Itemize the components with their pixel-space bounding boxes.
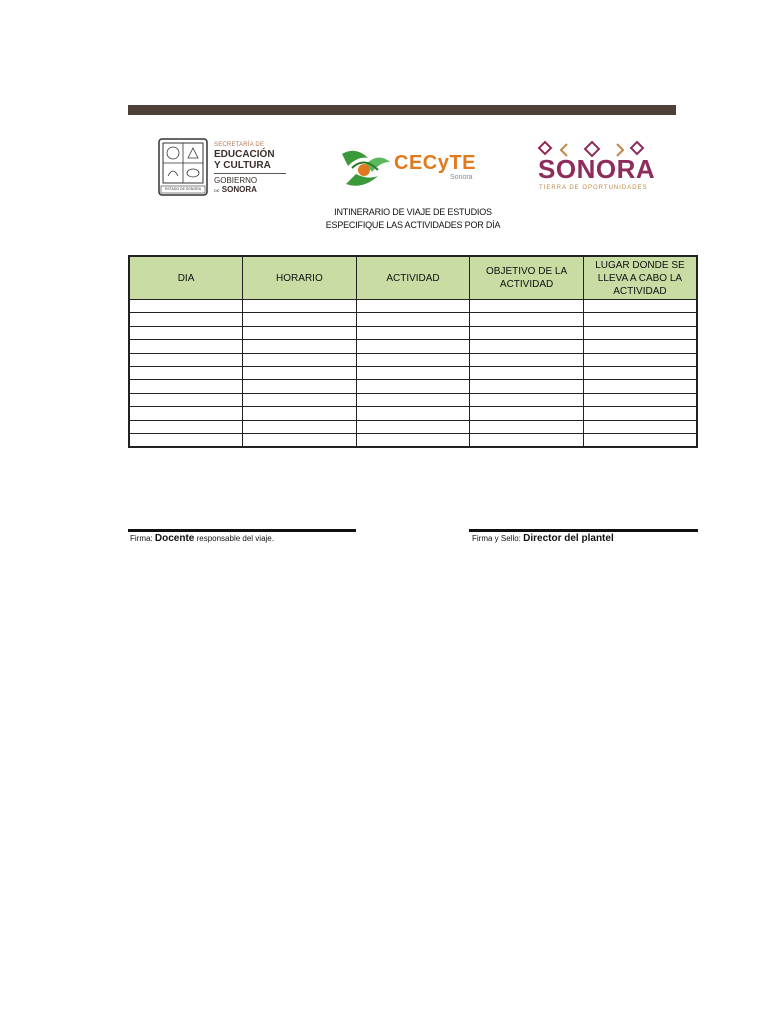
sig-left-role: Docente: [154, 533, 195, 544]
table-row: [129, 353, 697, 366]
sonora-tagline: TIERRA DE OPORTUNIDADES: [539, 185, 648, 191]
cecyte-name: CECyTE: [394, 152, 476, 174]
table-cell[interactable]: [583, 326, 697, 339]
sig-right-prefix: Firma y Sello:: [472, 534, 521, 543]
header-dia: DIA: [129, 256, 243, 300]
table-row: [129, 300, 697, 313]
table-cell[interactable]: [243, 366, 357, 379]
signature-label-director: [472, 533, 614, 544]
document-subtitle: ESPECIFIQUE LAS ACTIVIDADES POR DÍA: [325, 220, 501, 230]
sec-line-3: Y CULTURA: [214, 160, 271, 171]
table-body: [129, 300, 697, 448]
table-cell[interactable]: [583, 366, 697, 379]
table-cell[interactable]: [356, 407, 470, 420]
table-cell[interactable]: [243, 380, 357, 393]
table-cell[interactable]: [470, 366, 584, 379]
table-row: [129, 366, 697, 379]
sec-divider: [214, 173, 286, 174]
table-row: [129, 393, 697, 406]
table-row: [129, 433, 697, 447]
sec-line-4: GOBIERNO: [214, 176, 258, 185]
table-row: [129, 407, 697, 420]
table-cell[interactable]: [470, 326, 584, 339]
table-cell[interactable]: [356, 380, 470, 393]
table-cell[interactable]: [129, 366, 243, 379]
header-bar: [128, 105, 676, 115]
signature-line-docente: [128, 529, 356, 532]
table-cell[interactable]: [129, 326, 243, 339]
table-cell[interactable]: [356, 340, 470, 353]
table-cell[interactable]: [470, 420, 584, 433]
header-objetivo: OBJETIVO DE LA ACTIVIDAD: [470, 256, 584, 300]
cecyte-emblem-icon: [338, 144, 394, 192]
table-cell[interactable]: [129, 433, 243, 447]
seal-caption: ESTADO DE SONORA: [164, 187, 202, 191]
table-row: [129, 326, 697, 339]
sig-left-suffix: responsable del viaje.: [196, 534, 274, 543]
table-cell[interactable]: [356, 393, 470, 406]
table-cell[interactable]: [583, 353, 697, 366]
signature-label-docente: [130, 533, 274, 544]
table-row: [129, 420, 697, 433]
table-cell[interactable]: [243, 433, 357, 447]
document-title: INTINERARIO DE VIAJE DE ESTUDIOS: [334, 207, 492, 217]
sec-line-5-prefix: DE: [214, 188, 220, 193]
table-cell[interactable]: [470, 353, 584, 366]
table-cell[interactable]: [583, 393, 697, 406]
table-cell[interactable]: [356, 300, 470, 313]
table-row: [129, 313, 697, 326]
table-cell[interactable]: [470, 340, 584, 353]
sec-logo: [158, 138, 288, 198]
sec-line-5-name: SONORA: [221, 185, 257, 194]
table-cell[interactable]: [470, 380, 584, 393]
header-actividad: ACTIVIDAD: [356, 256, 470, 300]
table-cell[interactable]: [356, 313, 470, 326]
table-cell[interactable]: [129, 393, 243, 406]
cecyte-subtitle: Sonora: [450, 174, 473, 181]
table-cell[interactable]: [583, 407, 697, 420]
table-row: [129, 380, 697, 393]
sonora-name: SONORA: [538, 154, 656, 184]
sec-line-5: [214, 185, 288, 195]
table-cell[interactable]: [356, 366, 470, 379]
table-cell[interactable]: [583, 313, 697, 326]
table-cell[interactable]: [583, 420, 697, 433]
sig-right-role: Director del plantel: [523, 533, 614, 544]
table-cell[interactable]: [243, 407, 357, 420]
table-cell[interactable]: [129, 380, 243, 393]
table-cell[interactable]: [129, 313, 243, 326]
itinerary-table: [128, 255, 698, 448]
table-cell[interactable]: [470, 407, 584, 420]
table-cell[interactable]: [470, 313, 584, 326]
table-cell[interactable]: [243, 420, 357, 433]
table-cell[interactable]: [356, 353, 470, 366]
table-cell[interactable]: [356, 326, 470, 339]
table-cell[interactable]: [129, 300, 243, 313]
table-cell[interactable]: [243, 313, 357, 326]
table-cell[interactable]: [470, 300, 584, 313]
table-cell[interactable]: [470, 393, 584, 406]
sonora-logo: [535, 138, 656, 198]
table-cell[interactable]: [583, 300, 697, 313]
sec-line-2: EDUCACIÓN: [214, 149, 275, 160]
table-row: [129, 340, 697, 353]
table-cell[interactable]: [470, 433, 584, 447]
sig-left-prefix: Firma:: [130, 534, 153, 543]
table-cell[interactable]: [583, 433, 697, 447]
header-lugar: LUGAR DONDE SE LLEVA A CABO LA ACTIVIDAD: [583, 256, 697, 300]
table-cell[interactable]: [243, 393, 357, 406]
sec-line-1: SECRETARÍA DE: [214, 142, 265, 148]
signature-line-director: [469, 529, 698, 532]
table-cell[interactable]: [356, 433, 470, 447]
table-cell[interactable]: [356, 420, 470, 433]
table-cell[interactable]: [129, 340, 243, 353]
table-cell[interactable]: [243, 340, 357, 353]
cecyte-logo: [338, 144, 483, 192]
table-cell[interactable]: [583, 340, 697, 353]
table-cell[interactable]: [129, 407, 243, 420]
header-horario: HORARIO: [243, 256, 357, 300]
table-header-row: [129, 256, 697, 300]
table-cell[interactable]: [583, 380, 697, 393]
table-cell[interactable]: [129, 420, 243, 433]
table-cell[interactable]: [243, 326, 357, 339]
table-cell[interactable]: [243, 300, 357, 313]
table-cell[interactable]: [243, 353, 357, 366]
table-cell[interactable]: [129, 353, 243, 366]
